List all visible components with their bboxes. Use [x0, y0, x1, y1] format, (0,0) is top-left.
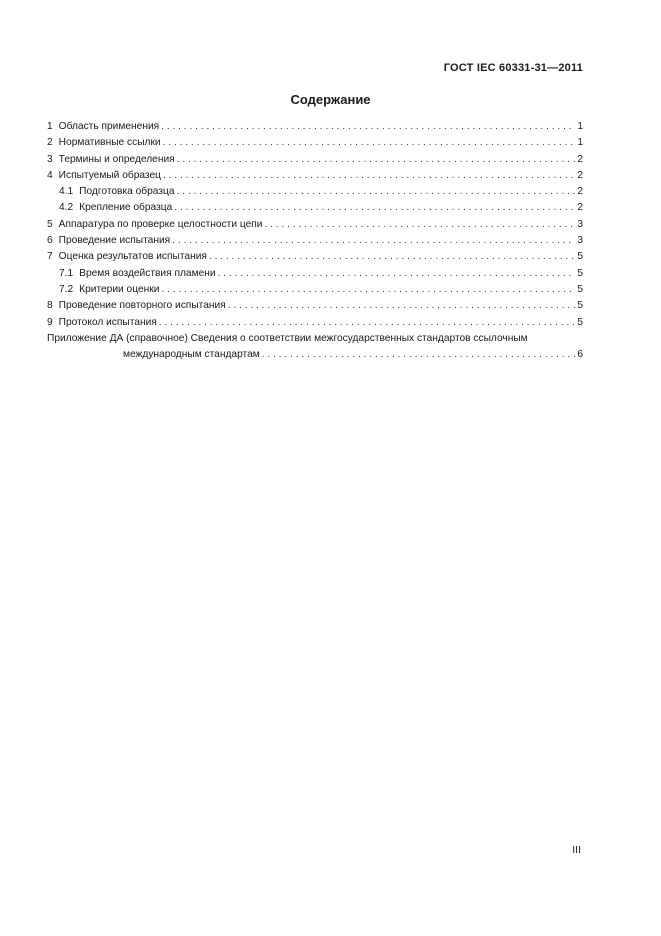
toc-leader-dots	[161, 119, 575, 135]
toc-entry[interactable]	[47, 200, 583, 216]
toc-entry-label: Подготовка образца	[79, 186, 175, 198]
toc-entry-label: Аппаратура по проверке целостности цепи	[58, 218, 263, 230]
toc-entry-page: 5	[577, 283, 583, 295]
toc-entry-text	[47, 152, 175, 168]
toc-leader-dots	[163, 168, 575, 184]
toc-entry-page: 3	[577, 218, 583, 230]
toc-entry[interactable]	[47, 298, 583, 314]
toc-entry-text	[59, 184, 175, 200]
toc-entry-page: 1	[577, 121, 583, 132]
toc-leader-dots	[209, 249, 575, 265]
page-number: III	[572, 844, 581, 856]
toc-entry-page: 2	[577, 153, 583, 165]
toc-leader-dots	[228, 298, 576, 314]
toc-entry-number: 6	[47, 235, 53, 247]
toc-leader-dots	[161, 282, 575, 298]
toc-entry[interactable]	[47, 266, 583, 282]
toc-leader-dots	[159, 315, 576, 331]
toc-annex-line1: Приложение ДА (справочное) Сведения о соответствии межгосударственных стандартов ссылочным	[47, 332, 528, 344]
toc-entry[interactable]	[47, 249, 583, 265]
toc-entry-number: 7.1	[59, 267, 74, 279]
toc-leader-dots	[174, 200, 575, 216]
toc-leader-dots	[172, 233, 575, 249]
toc-entry-page: 2	[577, 202, 583, 214]
table-of-contents	[47, 119, 583, 363]
toc-entry-page: 3	[577, 235, 583, 247]
toc-entry-page: 5	[577, 316, 583, 328]
toc-entry-label: Проведение испытания	[58, 235, 171, 247]
toc-entry-page: 5	[577, 251, 583, 263]
toc-entry-text	[47, 119, 159, 135]
toc-entry[interactable]	[47, 282, 583, 298]
toc-entry[interactable]	[47, 315, 583, 331]
toc-entry-number: 8	[47, 300, 53, 312]
toc-entry-text	[59, 282, 159, 298]
toc-entry-text	[47, 315, 157, 331]
toc-entry-page: 2	[577, 186, 583, 198]
toc-entry[interactable]	[47, 184, 583, 200]
toc-entry-text	[59, 200, 172, 216]
toc-annex-entry[interactable]	[47, 331, 583, 363]
toc-entry[interactable]	[47, 217, 583, 233]
toc-leader-dots	[262, 347, 576, 363]
toc-entry-text	[47, 298, 226, 314]
toc-entry-label: Нормативные ссылки	[58, 137, 161, 149]
toc-entry-number: 3	[47, 153, 53, 165]
toc-entry-text	[47, 249, 207, 265]
toc-entry-text	[47, 217, 262, 233]
toc-leader-dots	[177, 152, 576, 168]
toc-annex-line2: международным стандартам	[123, 348, 260, 360]
toc-entry-label: Испытуемый образец	[58, 169, 161, 181]
toc-entry-number: 7	[47, 251, 53, 263]
toc-entry-label: Проведение повторного испытания	[58, 300, 226, 312]
toc-entry-number: 9	[47, 316, 53, 328]
toc-entry-label: Время воздействия пламени	[79, 267, 216, 279]
toc-entry-number: 7.2	[59, 283, 74, 295]
toc-entry-text	[47, 168, 161, 184]
toc-entry-label: Термины и определения	[58, 153, 175, 165]
toc-title: Содержание	[290, 92, 371, 107]
toc-entry-label: Оценка результатов испытания	[58, 251, 207, 263]
toc-entry[interactable]	[47, 135, 583, 151]
toc-entry-page: 2	[577, 169, 583, 181]
toc-leader-dots	[264, 217, 575, 233]
toc-entry-text	[47, 233, 170, 249]
toc-entry[interactable]	[47, 119, 583, 135]
toc-leader-dots	[177, 184, 576, 200]
toc-entry[interactable]	[47, 233, 583, 249]
toc-entry[interactable]	[47, 168, 583, 184]
toc-entry-label: Крепление образца	[79, 202, 173, 214]
toc-entry-page: 5	[577, 267, 583, 279]
toc-entry-number: 1	[47, 121, 53, 132]
toc-entry-page: 5	[577, 300, 583, 312]
toc-entry-page: 1	[577, 137, 583, 149]
toc-entry[interactable]	[47, 152, 583, 168]
toc-leader-dots	[218, 266, 576, 282]
toc-entry-text	[59, 266, 216, 282]
toc-annex-page: 6	[577, 348, 583, 360]
toc-entry-number: 4.2	[59, 202, 74, 214]
document-code: ГОСТ IEC 60331-31—2011	[443, 62, 583, 74]
toc-entry-label: Протокол испытания	[58, 316, 157, 328]
toc-entry-number: 5	[47, 218, 53, 230]
toc-entry-label: Критерии оценки	[79, 283, 160, 295]
toc-entry-text	[47, 135, 161, 151]
toc-entry-number: 2	[47, 137, 53, 149]
toc-entry-number: 4.1	[59, 186, 74, 198]
toc-entry-label: Область применения	[58, 121, 160, 132]
toc-entry-number: 4	[47, 169, 53, 181]
toc-leader-dots	[163, 135, 576, 151]
